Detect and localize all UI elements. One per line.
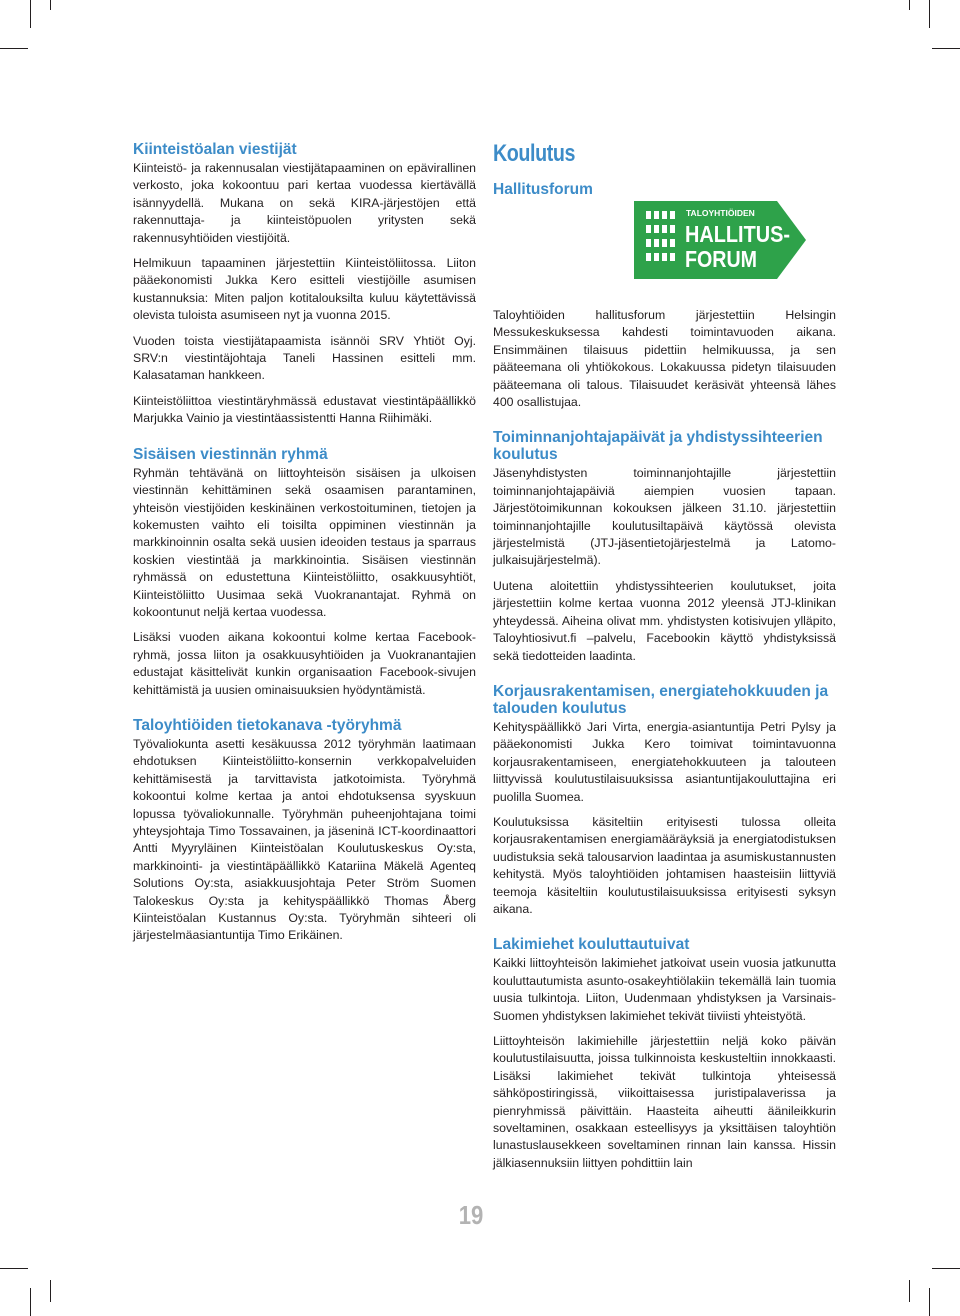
crop-mark: [30, 0, 31, 28]
paragraph: Kehityspäällikkö Jari Virta, energia-asiantuntija Petri Pylsy ja pääekonomisti Jukka Kero toimivat toimintavuonna korjausrakentamiseen, energiatehokkuuteen ja talouteen liittyvissä koulutustilaisuuksissa asiantuntijakouluttajina eri puolilla Suomea.: [493, 719, 836, 804]
logo-text-mid: HALLITUS-: [685, 221, 790, 247]
crop-mark: [0, 1268, 28, 1269]
paragraph: Työvaliokunta asetti kesäkuussa 2012 työryhmän laatimaan ehdotuksen Kiinteistöliitto-konsernin verkkopalveluiden kehittämisestä ja tarvittavista jatkotoimista. Työryhmä kokoontui kolme kertaa ja antoi ehdotuksensa syyskuun lopussa työvaliokunnalle. Työryhmän puheenjohtajana toimi yhteysjohtaja Timo Tossavainen, ja jäseninä ICT-koordinaattori Antti Myyryläinen Kiinteistöalan Koulutuskeskus Oy:sta, markkinointi- ja viestintäpäällikkö Katariina Mäkelä Agenteq Solutions Oy:sta, asiakkuusjohtaja Peter Ström Suomen Talokeskus Oy:sta ja kehityspäällikkö Thomas Åberg Kiinteistöalan Kustannus Oy:sta. Työryhmän sihteeri oli järjestelmäasiantuntija Timo Erikäinen.: [133, 736, 476, 943]
left-column: [133, 141, 476, 953]
crop-mark: [50, 0, 51, 10]
paragraph: Uutena aloitettiin yhdistyssihteerien koulutukset, joita järjestettiin kolme kertaa vuonna 2012 yleensä JTJ-klinikan yhteydessä. Aiheina olivat mm. yhdistysten kotisivujen ylläpito, Taloyhtiosivut.fi –palvelu, Facebookin käyttö yhdistyksissä sekä tiedotteiden laadinta.: [493, 578, 836, 663]
crop-mark: [909, 0, 910, 10]
building-icon: [644, 207, 678, 273]
hallitusforum-header: [493, 167, 836, 307]
paragraph: Lisäksi vuoden aikana kokoontui kolme kertaa Facebook-ryhmä, jossa liiton ja osakkuusyhtiöiden ja Vuokranantajien edustajat käsittelivät kunkin organisaation Facebook-sivujen kehittämistä ja uusien ominaisuuksien hyödyntämistä.: [133, 630, 476, 697]
crop-mark: [30, 1288, 31, 1316]
section-title-toiminnanjohtajapaivat: Toiminnanjohtajapäivät ja yhdistyssihteerien koulutus: [493, 429, 823, 464]
main-heading: Koulutus: [493, 140, 575, 167]
section-title-lakimiehet: Lakimiehet kouluttautuivat: [493, 936, 690, 954]
page-number: 19: [458, 1200, 484, 1230]
crop-mark: [909, 1280, 910, 1302]
paragraph: Helmikuun tapaaminen järjestettiin Kiinteistöliitossa. Liiton pääekonomisti Jukka Kero esitteli viestijöille asumisen kustannuksia: Miten paljon kotitalouksilta kuluu käytettävissä olevista tuloista asumiseen nyt ja vuonna 2015.: [133, 256, 476, 323]
crop-mark: [932, 1268, 960, 1269]
paragraph: Ryhmän tehtävänä on liittoyhteisön sisäisen ja ulkoisen viestinnän kehittäminen sekä osaamisen parantaminen, yhteisön viestijöiden keskinäinen verkostoituminen, tietojen ja kokemusten vaihto eli toisilta oppiminen viestinnän ja markkinoinnin osalta sekä uusien ideoiden testaus ja sparraus koskien viestintää ja markkinointia. Sisäisen viestinnän ryhmässä on edustettuna Kiinteistöliitto, osakkuusyhtiöt, Kiinteistöliitto Uusimaa sekä Vuokranantajat. Ryhmä on kokoontunut neljä kertaa vuodessa.: [133, 465, 476, 619]
section-title-viestijat: Kiinteistöalan viestijät: [133, 141, 297, 158]
crop-mark: [0, 48, 28, 49]
section-title-hallitusforum: Hallitusforum: [493, 181, 593, 198]
section-title-tietokanava: Taloyhtiöiden tietokanava -työryhmä: [133, 716, 402, 734]
paragraph: Vuoden toista viestijätapaamista isännöi SRV Yhtiöt Oyj. SRV:n viestintäjohtaja Taneli Hassinen esitteli mm. Kalasataman hankkeen.: [133, 333, 476, 383]
paragraph: Kiinteistö- ja rakennusalan viestijätapaaminen on epävirallinen verkosto, joka kokoontuu pari kertaa vuodessa kiertävällä isännyydellä. Mukana on sekä KIRA-järjestöjen että rakennuttaja- ja kiinteistöpuolen yritysten sekä rakennusyhtiöiden viestijöitä.: [133, 161, 476, 245]
hallitusforum-logo: [634, 201, 806, 279]
crop-mark: [929, 1288, 930, 1316]
section-title-korjausrakentaminen: Korjausrakentamisen, energiatehokkuuden ja talouden koulutus: [493, 682, 829, 717]
section-title-sisainen-viestinta: Sisäisen viestinnän ryhmä: [133, 445, 328, 463]
logo-text-top: TALOYHTIÖIDEN: [686, 208, 755, 218]
right-column: [493, 141, 836, 1180]
crop-mark: [932, 48, 960, 49]
logo-text-bot: FORUM: [685, 246, 757, 272]
paragraph: Taloyhtiöiden hallitusforum järjestettiin Helsingin Messukeskuksessa kahdesti toimintavuoden aikana. Ensimmäinen tilaisuus pidettiin helmikuussa, ja sen pääteemana oli yhtiökokous. Lokakuussa pidetyn tilaisuuden pääteemana oli talous. Tilaisuudet keräsivät yhteensä lähes 400 osallistujaa.: [493, 308, 836, 410]
paragraph: Kaikki liittoyhteisön lakimiehet jatkoivat usein vuosia jatkunutta kouluttautumista asunto-osakeyhtiölakiin tekemällä lain tuomia uusia tulkintoja. Liiton, Uudenmaan yhdistyksen ja Varsinais-Suomen yhdistyksen lakimiehet tekivät tiiviisti yhteistyötä.: [493, 956, 836, 1023]
crop-mark: [929, 0, 930, 28]
paragraph: Jäsenyhdistysten toiminnanjohtajille järjestettiin toiminnanjohtajapäiviä aiempien vuosien tapaan. Järjestötoimikunnan kokouksen jälkeen 31.10. järjestettiin toiminnanjohtajille koulutusiltapäivä käytössä olevista järjestelmistä (JTJ-jäsentietojärjestelmä ja Latomo-julkaisujärjestelmä).: [493, 466, 836, 568]
crop-mark: [50, 1280, 51, 1302]
paragraph: Liittoyhteisön lakimiehille järjestettiin neljä koko päivän koulutustilaisuutta, joissa tulkinnoista keskusteltiin innokkaasti. Lisäksi lakimiehet tekivät tulkintoja yhteisessä sähköpostiringissä, viikoittaisessa juristipalaverissa ja pienryhmissä päivittäin. Haasteita aiheutti äänileikkurin soveltaminen, osakkaan esteellisyys ja yksittäisen taloyhtiön lunastuslausekkeen soveltaminen rinnan lain kanssa. Hissin jälkiasennuksiin liittyen pohdittiin lain: [493, 1034, 836, 1170]
paragraph: Kiinteistöliittoa viestintäryhmässä edustavat viestintäpäällikkö Marjukka Vainio ja viestintäassistentti Hanna Riihimäki.: [133, 393, 476, 426]
paragraph: Koulutuksissa käsiteltiin erityisesti tulossa olleita korjausrakentamisen energiamääräyksiä ja energiatodistuksen uudistuksia sekä talousarvion laadintaa ja asumiskustannusten kehitystä. Myös taloyhtiöiden johtamisen haasteisiin liittyviä teemoja käsiteltiin koulutustilaisuuksissa erityisesti syksyn aikana.: [493, 814, 836, 916]
